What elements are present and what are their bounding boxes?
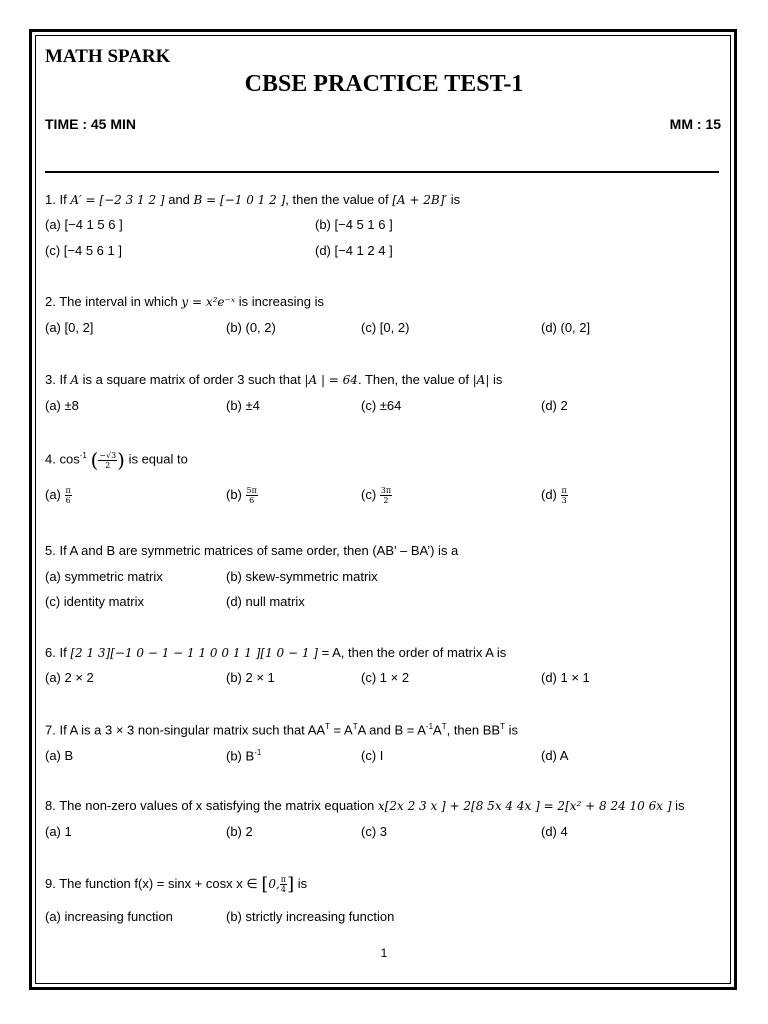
page-border-inner: [35, 35, 731, 984]
question-2-option-d: (d) (0, 2]: [541, 320, 591, 335]
question-3-option-a: (a) ±8: [45, 398, 79, 413]
question-2-option-a: (a) [0, 2]: [45, 320, 94, 335]
question-7-stem: 7. If A is a 3 × 3 non-singular matrix such that $AA^T = A^TA$ and $B = A^{-1}A^T$, then $BB^T$ is: [45, 722, 518, 738]
question-7-option-c: (c) I: [361, 748, 384, 763]
question-9-option-a: (a) increasing function: [45, 909, 173, 924]
question-8-option-b: (b) 2: [226, 824, 253, 839]
question-7-option-a: (a) B: [45, 748, 74, 763]
question-8-option-c: (c) 3: [361, 824, 387, 839]
question-3-option-d: (d) 2: [541, 398, 568, 413]
question-7-option-b: (b) $B^{-1}$: [226, 748, 262, 764]
question-4-stem: 4. $\cos^{-1}$ ( $\frac{-√3}{2}$ ) is equal to: [45, 448, 188, 472]
question-6-stem: 6. If [2 1 3][−1 0 − 1 − 1 1 0 0 1 1 ][1 0 − 1 ] = A, then the order of matrix A is: [45, 645, 507, 660]
question-6-option-a: (a) 2 × 2: [45, 670, 94, 685]
question-8-option-a: (a) 1: [45, 824, 72, 839]
question-8-stem: 8. The non-zero values of x satisfying the matrix equation x[2x 2 3 x ] + 2[8 5x 4 4x ] = 2[x² + 8 24 10 6x ] is: [45, 798, 685, 813]
question-1-option-b: (b) [−4 5 1 6 ]: [315, 217, 393, 232]
question-2-stem: 2. The interval in which y = x²e⁻ˣ is increasing is: [45, 294, 324, 309]
test-title: CBSE PRACTICE TEST-1: [244, 71, 524, 97]
header-divider: [45, 171, 719, 173]
question-3-option-c: (c) ±64: [361, 398, 402, 413]
question-4-option-a: (a) $\frac{\pi}{6}$: [45, 486, 71, 505]
question-9-option-b: (b) strictly increasing function: [226, 909, 395, 924]
question-4-fraction: $\frac{-√3}{2}$: [99, 450, 117, 470]
max-marks-label: MM : 15: [669, 116, 721, 132]
brand-name: MATH SPARK: [45, 46, 171, 67]
question-9-fraction: $\frac{\pi}{4}$: [280, 875, 287, 894]
question-5-option-c: (c) identity matrix: [45, 594, 144, 609]
question-6-option-d: (d) 1 × 1: [541, 670, 590, 685]
question-6-option-b: (b) 2 × 1: [226, 670, 275, 685]
question-1-option-c: (c) [−4 5 6 1 ]: [45, 243, 122, 258]
question-4-option-b: (b) $\frac{5\pi}{6}$: [226, 486, 257, 505]
question-1-option-d: (d) [−4 1 2 4 ]: [315, 243, 393, 258]
question-4-option-d: (d) $\frac{\pi}{3}$: [541, 486, 567, 505]
question-6-option-c: (c) 1 × 2: [361, 670, 410, 685]
question-4-option-c: (c) $\frac{3\pi}{2}$: [361, 486, 392, 505]
question-1-stem: 1. If A′ = [−2 3 1 2 ] and B = [−1 0 1 2 ], then the value of [A + 2B]′ is: [45, 192, 461, 207]
question-5-stem: 5. If A and B are symmetric matrices of same order, then (AB’ – BA’) is a: [45, 543, 459, 558]
question-5-option-d: (d) null matrix: [226, 594, 305, 609]
question-2-option-b: (b) (0, 2): [226, 320, 276, 335]
page-number: 1: [380, 946, 388, 960]
time-label: TIME : 45 MIN: [45, 116, 137, 132]
question-8-option-d: (d) 4: [541, 824, 568, 839]
question-3-option-b: (b) ±4: [226, 398, 260, 413]
question-5-option-b: (b) skew-symmetric matrix: [226, 569, 378, 584]
question-2-option-c: (c) [0, 2): [361, 320, 410, 335]
question-1-option-a: (a) [−4 1 5 6 ]: [45, 217, 123, 232]
question-9-stem: 9. The function f(x) = sinx + cosx x ∈ [0, $\frac{\pi}{4}$ ] is: [45, 874, 308, 895]
question-5-option-a: (a) symmetric matrix: [45, 569, 163, 584]
question-7-option-d: (d) A: [541, 748, 569, 763]
question-3-stem: 3. If A is a square matrix of order 3 such that |A | = 64. Then, the value of |A| is: [45, 372, 503, 387]
